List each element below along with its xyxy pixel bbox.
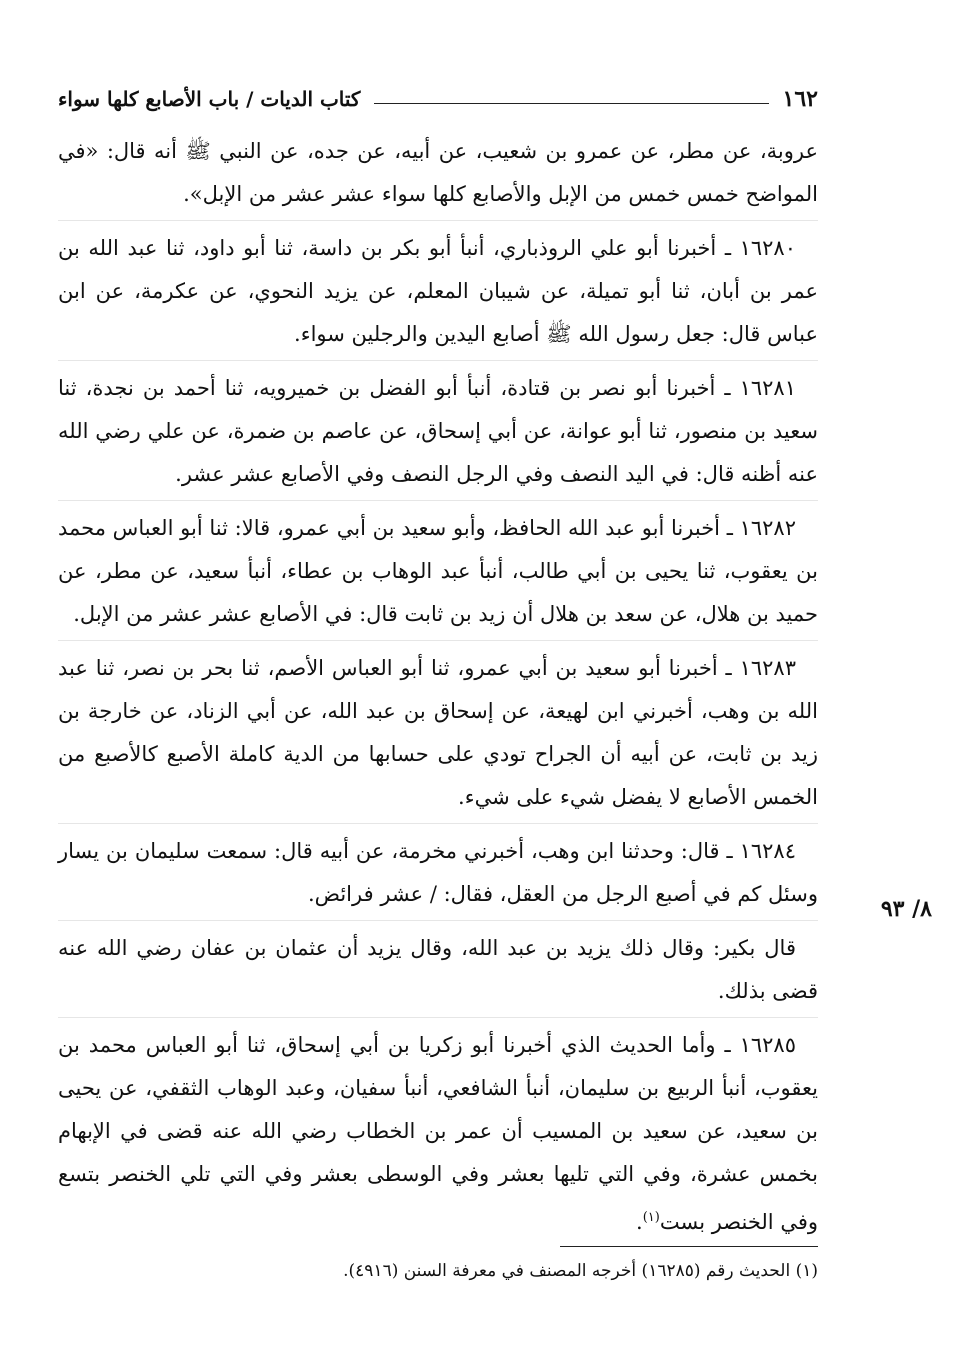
paragraph-end: .	[636, 1210, 643, 1234]
paragraph: ١٦٢٨١ ـ أخبرنا أبو نصر بن قتادة، أنبأ أبو الفضل بن خميرويه، ثنا أحمد بن نجدة، ثنا سعيد بن منصور، ثنا أبو عوانة، عن أبي إسحاق، عن عاصم بن ضمرة، عن علي رضي الله عنه أظنه قال: في اليد النصف وفي الرجل النصف وفي الأصابع عشر عشر.	[58, 360, 818, 500]
footnote-marker[interactable]: (١)	[642, 1210, 660, 1225]
paragraph: قال بكير: وقال ذلك يزيد بن عبد الله، وقال يزيد أن عثمان بن عفان رضي الله عنه قضى بذلك.	[58, 920, 818, 1017]
paragraph: ١٦٢٨٣ ـ أخبرنا أبو سعيد بن أبي عمرو، ثنا أبو العباس الأصم، ثنا بحر بن نصر، ثنا عبد الله بن وهب، أخبرني ابن لهيعة، عن إسحاق بن عبد الله، عن أبي الزناد، عن خارجة بن زيد بن ثابت، عن أبيه أن الجراح تودي على حسابها من الدية كاملة الأصبع كالأصبع من الخمس الأصابع لا يفضل شيء على شيء.	[58, 640, 818, 823]
paragraph: ١٦٢٨٢ ـ أخبرنا أبو عبد الله الحافظ، وأبو سعيد بن أبي عمرو، قالا: ثنا أبو العباس محمد بن يعقوب، ثنا يحيى بن أبي طالب، أنبأ عبد الوهاب بن عطاء، أنبأ سعيد، عن مطر، عن حميد بن هلال، عن سعد بن هلال أن زيد بن ثابت قال: في الأصابع عشر عشر من الإبل.	[58, 500, 818, 640]
page-header	[58, 82, 818, 116]
paragraph-text: ١٦٢٨٥ ـ وأما الحديث الذي أخبرنا أبو زكريا بن أبي إسحاق، ثنا أبو العباس محمد بن يعقوب، أنبأ الربيع بن سليمان، أنبأ الشافعي، أنبأ سفيان، وعبد الوهاب الثقفي، عن يحيى بن سعيد، عن سعيد بن المسيب أن عمر بن الخطاب رضي الله عنه قضى في الإبهام بخمس عشرة، وفي التي تليها بعشر وفي الوسطى بعشر وفي التي تلي الخنصر بتسع وفي الخنصر بست	[58, 1033, 819, 1234]
paragraph-with-note	[58, 1017, 818, 1248]
margin-page-reference: ٨/ ٩٣	[880, 896, 932, 922]
footnote-divider	[560, 1246, 818, 1247]
footnote: (١) الحديث رقم (١٦٢٨٥) أخرجه المصنف في معرفة السنن (٤٩١٦).	[343, 1261, 818, 1281]
header-rule	[374, 103, 768, 104]
main-text	[58, 130, 818, 1248]
paragraph: عروبة، عن مطر، عن عمرو بن شعيب، عن أبيه، عن جده، عن النبي ﷺ أنه قال: «في المواضح خمس خمس من الإبل والأصابع كلها سواء عشر عشر من الإبل».	[58, 139, 818, 206]
running-title: كتاب الديات / باب الأصابع كلها سواء	[58, 87, 361, 111]
paragraph: ١٦٢٨٠ ـ أخبرنا أبو علي الروذباري، أنبأ أبو بكر بن داسة، ثنا أبو داود، ثنا عبد الله بن عمر بن أبان، ثنا أبو تميلة، عن شيبان المعلم، عن يزيد النحوي، عن عكرمة، عن ابن عباس قال: جعل رسول الله ﷺ أصابع اليدين والرجلين سواء.	[58, 220, 818, 360]
paragraph: ١٦٢٨٤ ـ قال: وحدثنا ابن وهب، أخبرني مخرمة، عن أبيه قال: سمعت سليمان بن يسار وسئل كم في أصبع الرجل من العقل، فقال: / عشر فرائض.	[58, 823, 818, 920]
page-number: ١٦٢	[782, 86, 818, 112]
